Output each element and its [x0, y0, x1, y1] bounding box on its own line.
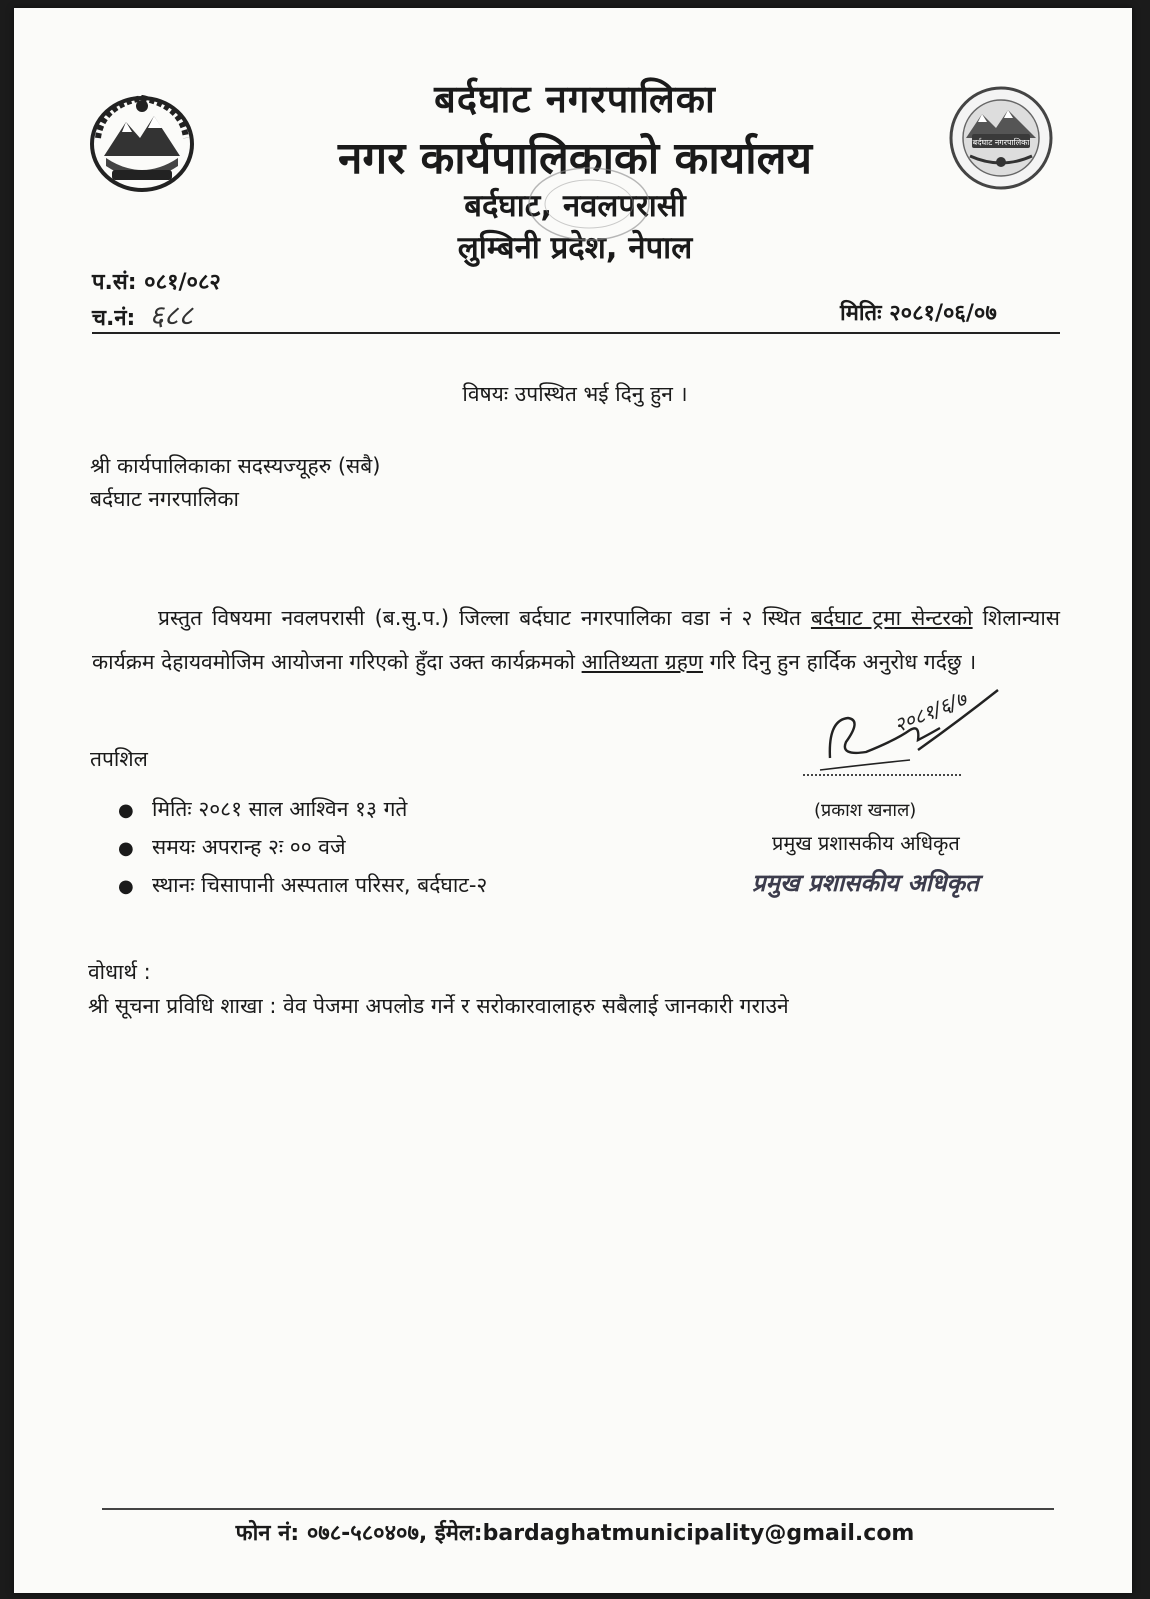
signatory-title: प्रमुख प्रशासकीय अधिकृत [772, 831, 960, 855]
office-name: नगर कार्यपालिकाको कार्यालय [338, 133, 812, 184]
bullet-icon: ● [118, 876, 134, 897]
footer-divider [102, 1508, 1054, 1510]
details-item: ● समयः अपरान्ह २ः ०० वजे [118, 828, 487, 866]
addressee-line-1: श्री कार्यपालिकाका सदस्यज्यूहरु (सबै) [90, 454, 381, 478]
body-paragraph [92, 596, 1060, 684]
municipality-name: बर्दघाट नगरपालिका [434, 77, 716, 121]
details-item: ● मितिः २०८१ साल आश्विन १३ गते [118, 790, 487, 828]
signature-handwritten-date: २०८१/६/७ [890, 686, 970, 738]
header-divider [92, 332, 1060, 334]
addressee-line-2: बर्दघाट नगरपालिका [90, 487, 239, 511]
body-part-1: प्रस्तुत विषयमा नवलपरासी (ब.सु.प.) जिल्ला बर्दघाट नगरपालिका वडा नं २ स्थित [158, 606, 811, 630]
office-seal-icon [524, 164, 654, 244]
letter-date: मितिः २०८१/०६/०७ [840, 301, 997, 326]
designation-stamp: प्रमुख प्रशासकीय अधिकृत [752, 869, 979, 897]
dispatch-ref [92, 296, 193, 334]
dispatch-label: च.नं: [92, 306, 136, 331]
district-line: बर्दघाट, नवलपरासी [464, 188, 686, 224]
signatory-name: (प्रकाश खनाल) [814, 800, 917, 821]
cc-line: श्री सूचना प्रविधि शाखा : वेव पेजमा अपलोड गर्ने र सरोकारवालाहरु सबैलाई जानकारी गराउने [88, 994, 789, 1018]
body-underline-2: आतिथ्यता ग्रहण [581, 650, 704, 674]
body-part-2: शिलान्यास कार्यक्रम देहायवमोजिम आयोजना गरिएको हुँदा उक्त कार्यक्रमको [92, 606, 1060, 674]
cc-heading: वोधार्थ : [88, 960, 151, 984]
body-part-3: गरि दिनु हुन हार्दिक अनुरोध गर्दछु । [703, 650, 977, 674]
footer-contact: फोन नं: ०७८-५८०४०७, ईमेल:bardaghatmunicipality@gmail.com [235, 1521, 915, 1546]
province-line: लुम्बिनी प्रदेश, नेपाल [457, 230, 693, 266]
logo-right-text: बर्दघाट नगरपालिका [972, 138, 1030, 147]
signature-line [803, 774, 961, 776]
subject-line: विषयः उपस्थित भई दिनु हुन । [462, 382, 688, 406]
bullet-icon: ● [118, 800, 134, 821]
body-underline-1: बर्दघाट ट्रमा सेन्टरको [810, 606, 973, 630]
details-heading: तपशिल [90, 747, 148, 771]
dispatch-number: ६८८ [149, 299, 194, 332]
bullet-icon: ● [118, 838, 134, 859]
fiscal-year-ref: प.सं: ०८१/०८२ [92, 270, 221, 295]
details-item: ● स्थानः चिसापानी अस्पताल परिसर, बर्दघाट-२ [118, 866, 487, 904]
details-list [118, 790, 487, 904]
